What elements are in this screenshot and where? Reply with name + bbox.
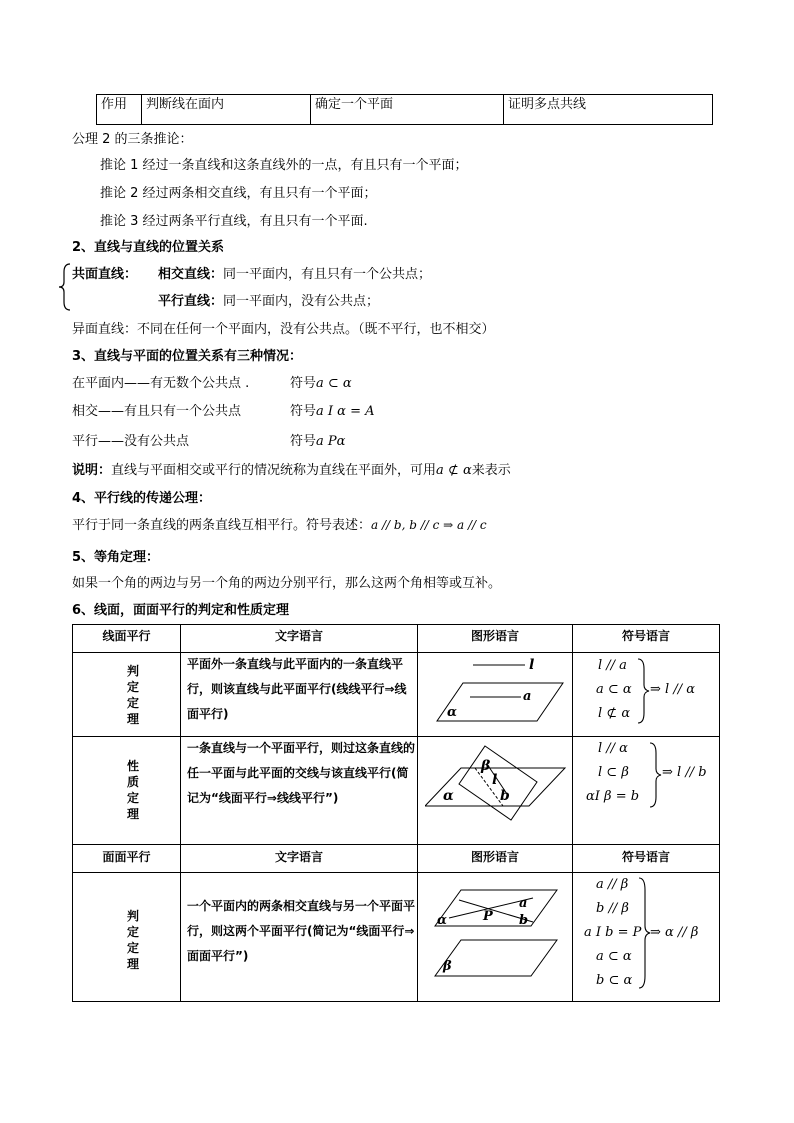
fig-label-l: l [529, 657, 535, 673]
axiom2-heading: 公理 2 的三条推论： [72, 132, 193, 147]
fig-label-l: l [492, 772, 498, 788]
row-label: 判定定理 [126, 664, 139, 726]
symbol-line: l ⊂ β [598, 765, 629, 780]
brace-icon [58, 262, 72, 312]
line-plane-property-figure [425, 740, 567, 840]
fig-label-beta: β [481, 758, 491, 774]
symbol-line: b ⊂ α [596, 973, 633, 988]
symbol-label: 符号 [290, 404, 317, 419]
transitive-text: 平行于同一条直线的两条直线互相平行。符号表述： [72, 518, 372, 533]
table-header: 文字语言 [274, 850, 323, 864]
top-table-cell: 作用 [97, 95, 142, 125]
right-brace-icon [637, 876, 651, 990]
symbol-line: αI β = b [586, 789, 640, 804]
fig-label-b: b [519, 913, 529, 928]
symbol-line: a I b = P [584, 925, 642, 940]
symbol-result: ⇒ l // α [650, 682, 695, 697]
symbol-label: 符号 [290, 376, 317, 391]
equal-angle-text: 如果一个角的两边与另一个角的两边分别平行，那么这两个角相等或互补。 [72, 576, 502, 591]
symbol-line: l // α [598, 741, 628, 756]
relation-symbol: a ⊂ α [316, 376, 352, 391]
symbol-result: ⇒ α // β [650, 925, 699, 940]
axiom2-item: 推论 2 经过两条相交直线，有且只有一个平面； [100, 186, 377, 201]
section-title: 5、等角定理： [72, 550, 160, 565]
section-title: 3、直线与平面的位置关系有三种情况： [72, 349, 303, 364]
symbol-line: b // β [596, 901, 629, 916]
top-table-cell: 证明多点共线 [504, 95, 713, 125]
relation-symbol: a Pα [316, 434, 346, 449]
relation-text: 在平面内——有无数个公共点 . [72, 376, 250, 391]
parallel-label: 平行直线： [158, 294, 224, 309]
relation-text: 平行——没有公共点 [72, 434, 190, 449]
fig-label-beta: β [443, 959, 452, 974]
fig-label-alpha: α [447, 705, 458, 720]
parallel-text: 同一平面内，没有公共点； [223, 294, 380, 309]
table-header: 图形语言 [470, 850, 519, 864]
top-table-cell: 确定一个平面 [311, 95, 504, 125]
axiom2-item: 推论 3 经过两条平行直线，有且只有一个平面. [100, 214, 368, 229]
symbol-line: l // a [598, 658, 627, 673]
fig-label-alpha: α [437, 913, 448, 928]
plane-plane-parallel-figure [425, 880, 567, 980]
fig-label-alpha: α [443, 788, 454, 804]
symbol-line: a ⊂ α [596, 949, 632, 964]
section-title: 4、平行线的传递公理： [72, 491, 212, 506]
transitive-symbol: a // b, b // c ⇒ a // c [371, 518, 487, 532]
line-plane-parallel-figure [425, 655, 565, 735]
symbol-line: a ⊂ α [596, 682, 632, 697]
row-label: 性质定理 [126, 759, 139, 821]
coplanar-label: 共面直线： [72, 267, 138, 282]
relation-symbol: a I α = A [316, 404, 375, 419]
symbol-line: l ⊄ α [598, 706, 631, 721]
table-header: 面面平行 [102, 850, 151, 864]
note-text: 直线与平面相交或平行的情况统称为直线在平面外，可用 [111, 463, 437, 478]
section-title: 6、线面，面面平行的判定和性质定理 [72, 603, 290, 618]
axiom2-item: 推论 1 经过一条直线和这条直线外的一点，有且只有一个平面； [100, 158, 468, 173]
row-description: 一条直线与一个平面平行，则过这条直线的任一平面与此平面的交线与该直线平行(简记为“线面平行⇒线线平行”) [187, 741, 416, 805]
section-title: 2、直线与直线的位置关系 [72, 240, 225, 255]
note-tail: 来表示 [471, 463, 511, 478]
table-header: 图形语言 [470, 629, 519, 643]
note-label: 说明： [72, 463, 112, 478]
row-description: 平面外一条直线与此平面内的一条直线平行，则该直线与此平面平行(线线平行⇒线面平行) [187, 657, 407, 721]
intersect-text: 同一平面内，有且只有一个公共点； [223, 267, 432, 282]
table-header: 符号语言 [621, 629, 670, 643]
fig-label-a: a [519, 896, 528, 911]
fig-label-P: P [483, 909, 493, 924]
intersect-label: 相交直线： [158, 267, 224, 282]
relation-text: 相交——有且只有一个公共点 [72, 404, 242, 419]
right-brace-icon [648, 741, 662, 809]
table-header: 文字语言 [274, 629, 323, 643]
right-brace-icon [636, 657, 650, 725]
table-header: 符号语言 [621, 850, 670, 864]
row-label: 判定定理 [126, 909, 139, 971]
skew-lines-text: 异面直线：不同在任何一个平面内，没有公共点。（既不平行，也不相交） [72, 322, 495, 337]
top-table [96, 94, 713, 125]
table-header: 线面平行 [102, 629, 151, 643]
symbol-label: 符号 [290, 434, 317, 449]
top-table-cell: 判断线在面内 [142, 95, 311, 125]
row-description: 一个平面内的两条相交直线与另一个平面平行，则这两个平面平行(简记为“线面平行⇒面面平行”) [187, 899, 416, 963]
fig-label-a: a [523, 689, 532, 704]
fig-label-b: b [500, 788, 510, 804]
note-symbol: a ⊄ α [436, 463, 472, 478]
symbol-result: ⇒ l // b [662, 765, 707, 780]
symbol-line: a // β [596, 877, 629, 892]
